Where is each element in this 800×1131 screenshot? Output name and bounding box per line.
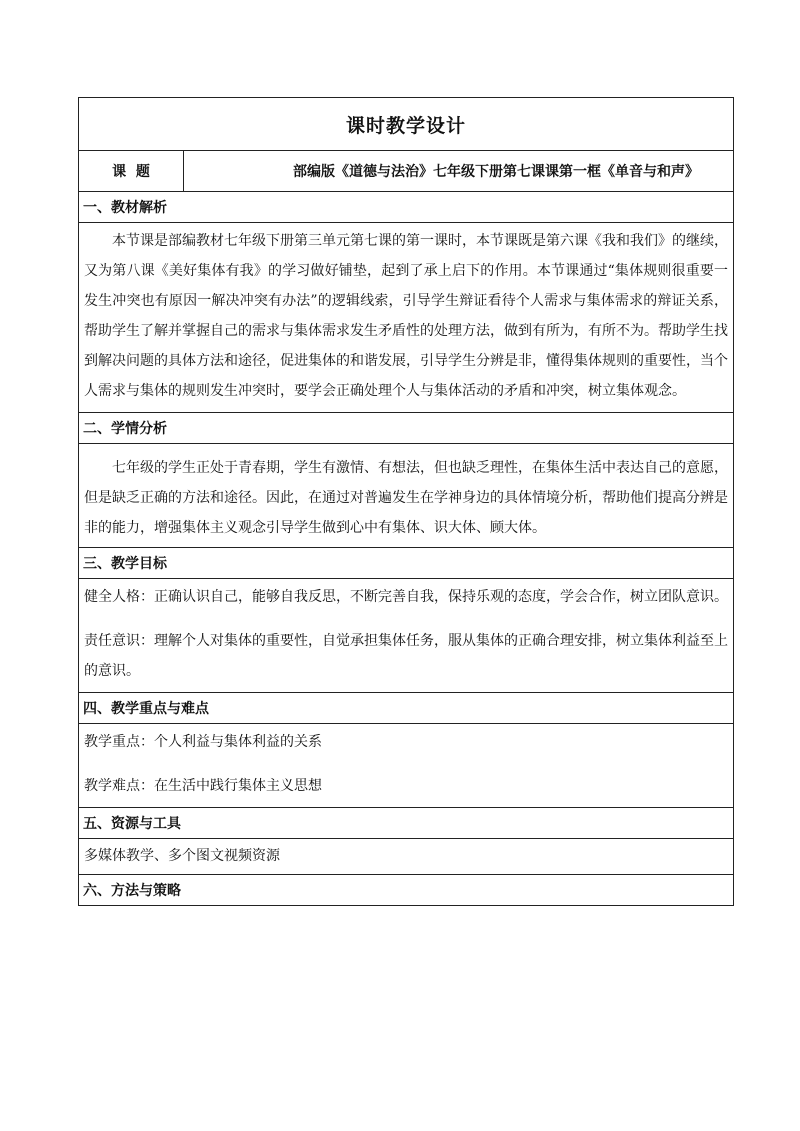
section-methods xyxy=(79,874,733,905)
resources-text: 多媒体教学、多个图文视频资源 xyxy=(84,848,280,864)
section-student-analysis xyxy=(79,412,733,547)
section-heading: 四、教学重点与难点 xyxy=(83,701,209,717)
section-body xyxy=(79,222,733,412)
section-paragraph: 本节课是部编教材七年级下册第三单元第七课的第一课时，本节课既是第六课《我和我们》的继续，又为第八课《美好集体有我》的学习做好铺垫，起到了承上启下的作用。本节课通过“集体规则很重要一发生冲突也有原因一解决冲突有办法”的逻辑线索，引导学生辩证看待个人需求与集体需求的辩证关系，帮助学生了解并掌握自己的需求与集体需求发生矛盾性的处理方法，做到有所为，有所不为。帮助学生找到解决问题的具体方法和途径，促进集体的和谐发展，引导学生分辨是非，懂得集体规则的重要性，当个人需求与集体的规则发生冲突时，要学会正确处理个人与集体活动的矛盾和冲突，树立集体观念。 xyxy=(84,233,728,399)
difficult-point: 教学难点：在生活中践行集体主义思想 xyxy=(84,778,322,794)
section-key-points xyxy=(79,692,733,807)
section-heading: 一、教材解析 xyxy=(83,200,167,216)
title-row xyxy=(79,98,733,150)
section-body xyxy=(79,443,733,547)
goal-responsibility: 责任意识：理解个人对集体的重要性，自觉承担集体任务，服从集体的正确合理安排，树立集体利益至上的意识。 xyxy=(84,633,728,679)
section-resources xyxy=(79,807,733,874)
section-body xyxy=(79,723,733,807)
section-textbook-analysis xyxy=(79,191,733,412)
section-heading: 六、方法与策略 xyxy=(83,883,181,899)
goal-personality: 健全人格：正确认识自己，能够自我反思，不断完善自我，保持乐观的态度，学会合作，树立团队意识。 xyxy=(84,589,728,605)
section-paragraph: 七年级的学生正处于青春期，学生有激情、有想法，但也缺乏理性，在集体生活中表达自己的意愿，但是缺乏正确的方法和途径。因此，在通过对普遍发生在学神身边的具体情境分析，帮助他们提高分辨是非的能力，增强集体主义观念引导学生做到心中有集体、识大体、顾大体。 xyxy=(84,460,728,536)
section-teaching-goals xyxy=(79,547,733,692)
key-point: 教学重点：个人利益与集体利益的关系 xyxy=(84,734,322,750)
topic-value: 部编版《道德与法治》七年级下册第七课课第一框《单音与和声》 xyxy=(293,164,699,180)
topic-row xyxy=(79,150,733,191)
section-heading: 三、教学目标 xyxy=(83,556,167,572)
section-body xyxy=(79,838,733,874)
lesson-plan-table xyxy=(78,97,734,906)
topic-label xyxy=(79,151,184,191)
section-heading: 二、学情分析 xyxy=(83,421,167,437)
section-heading: 五、资源与工具 xyxy=(83,816,181,832)
page-title: 课时教学设计 xyxy=(345,114,466,137)
topic-label-text: 课 题 xyxy=(112,164,150,180)
section-body xyxy=(79,578,733,692)
